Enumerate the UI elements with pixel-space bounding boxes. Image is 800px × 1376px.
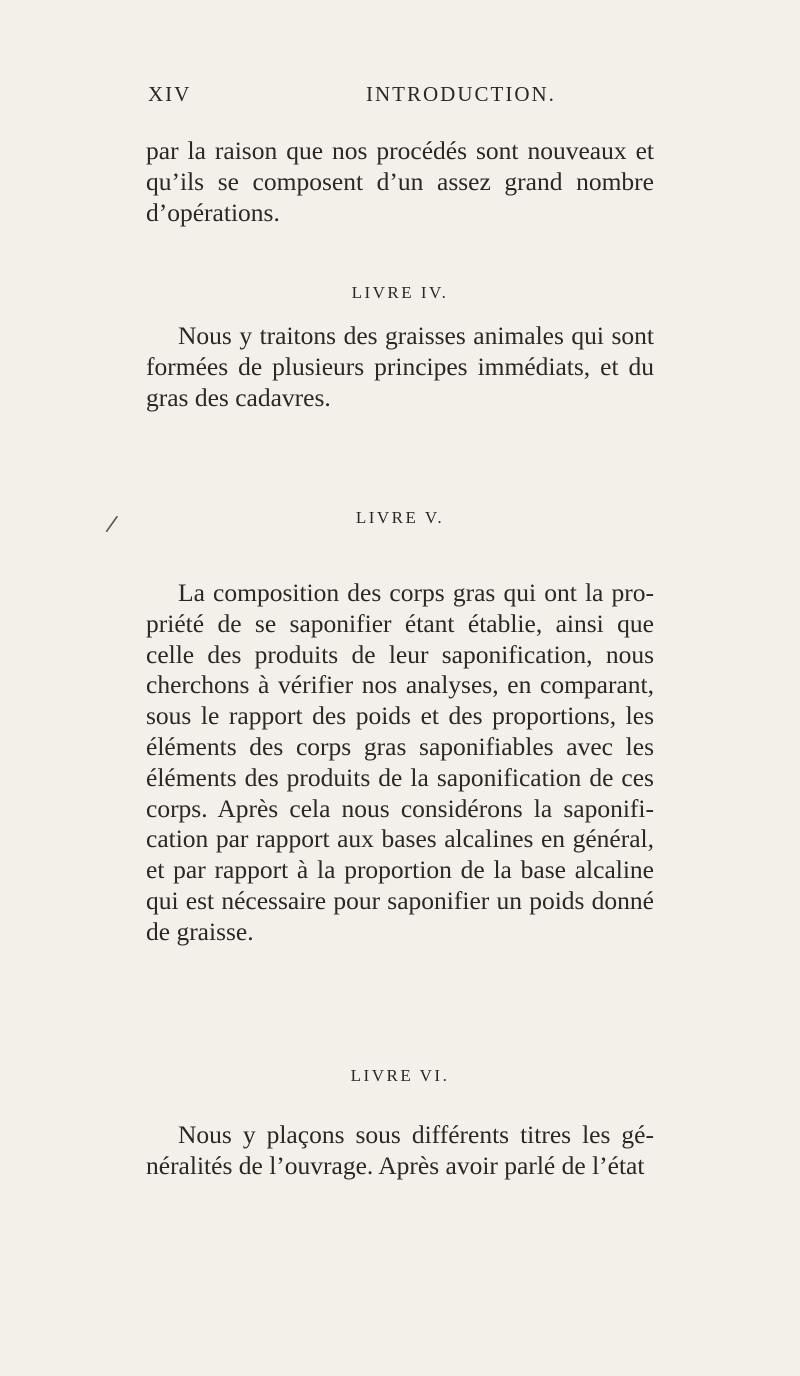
running-title: INTRODUCTION. [366, 82, 556, 106]
paragraph-livre-vi [146, 1120, 654, 1182]
heading-livre-vi: LIVRE VI. [350, 1066, 450, 1085]
page-number: XIV [148, 82, 192, 106]
paragraph-intro-continuation [146, 136, 654, 228]
paragraph-livre-iv [146, 321, 654, 413]
margin-slash-mark: / [104, 511, 120, 538]
paragraph-text: Nous y plaçons sous différents titres les généralités de l’ouvrage. Après avoir parlé de l’état [146, 1120, 654, 1180]
heading-livre-iv: LIVRE IV. [351, 283, 449, 302]
heading-livre-v: LIVRE V. [355, 508, 445, 527]
paragraph-text: La composition des corps gras qui ont la propriété de se saponifier étant établie, ainsi que celle des produits de leur saponification, nous cherchons à vérifier nos analyses, en comparant, sous le rapport des poids et des proportions, les éléments des corps gras saponifiables avec les éléments des produits de la saponification de ces corps. Après cela nous considérons la saponification par rapport aux bases alcalines en général, et par rapport à la proportion de la base alcaline qui est nécessaire pour saponifier un poids donné de graisse. [146, 578, 654, 946]
paragraph-text: Nous y traitons des graisses animales qui sont formées de plusieurs principes immédiats, et du gras des cadavres. [146, 321, 654, 412]
paragraph-text: par la raison que nos procédés sont nouveaux et qu’ils se composent d’un assez grand nombre d’opérations. [146, 136, 654, 227]
paragraph-livre-v [146, 578, 654, 948]
running-head [148, 82, 598, 112]
